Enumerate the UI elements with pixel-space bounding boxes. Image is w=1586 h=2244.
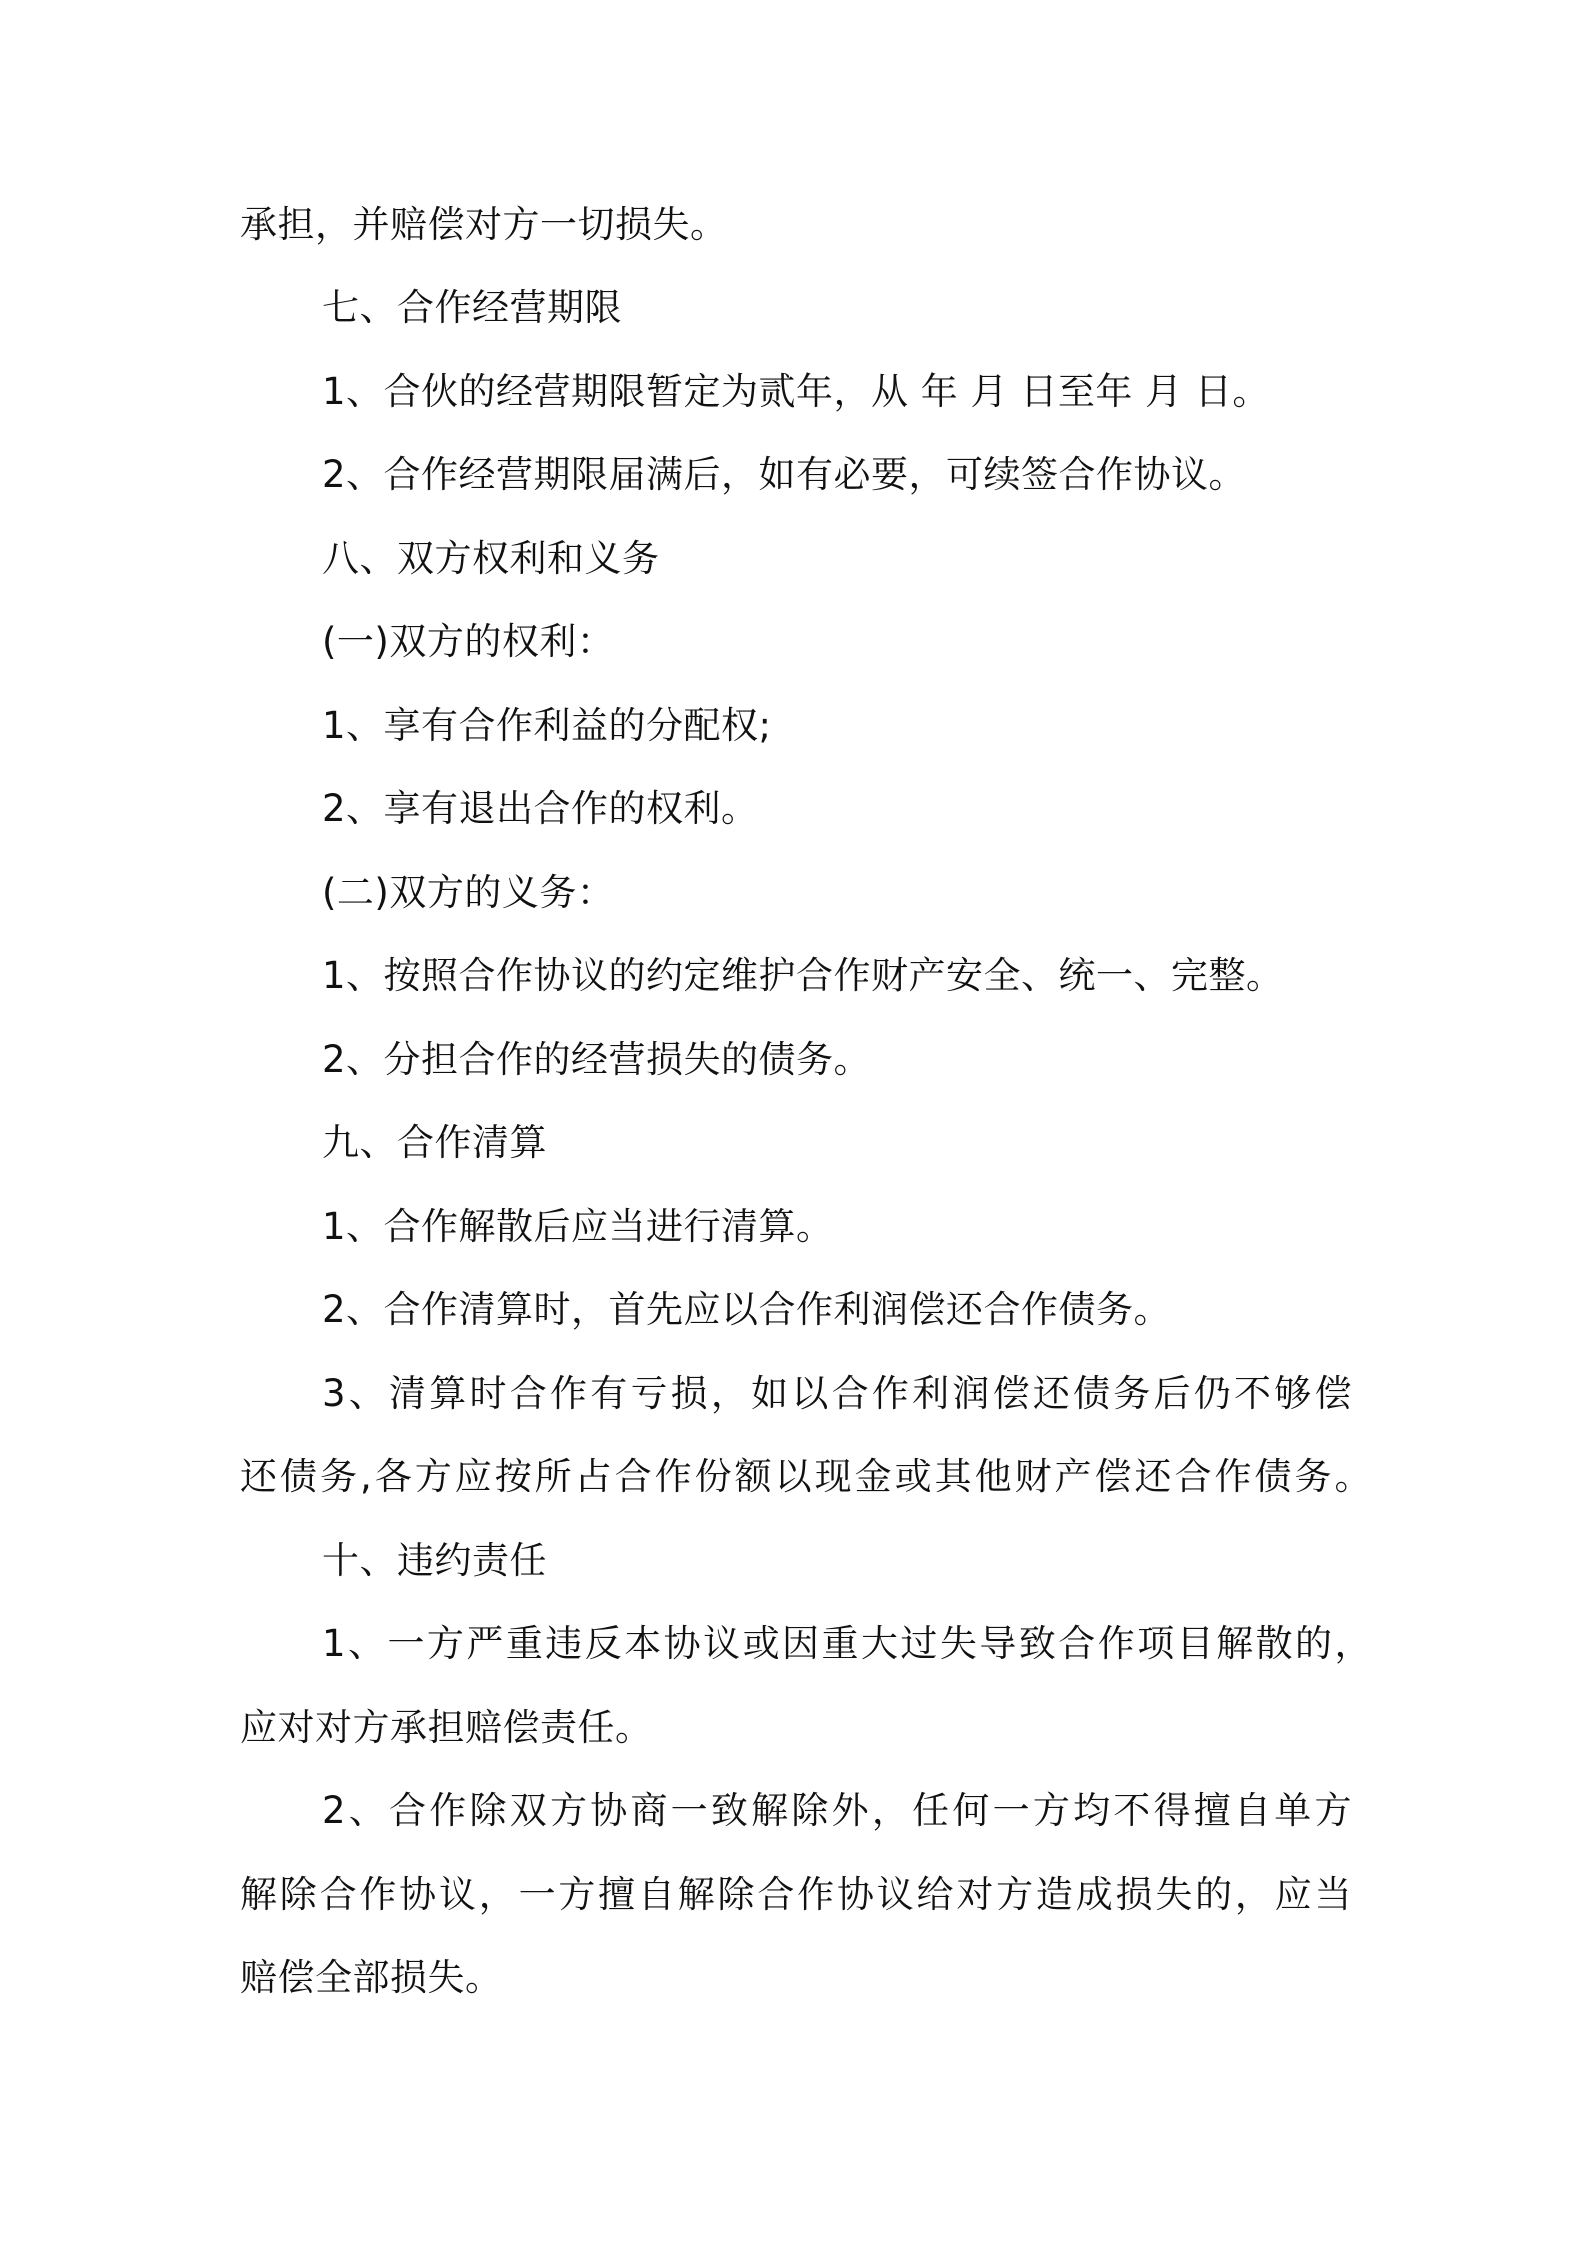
- section-heading: 十、违约责任: [322, 1539, 547, 1582]
- text-line: 2、合作清算时，首先应以合作利润偿还合作债务。: [322, 1288, 1172, 1331]
- section-heading: 八、双方权利和义务: [322, 537, 660, 580]
- text-line: 1、按照合作协议的约定维护合作财产安全、统一、完整。: [322, 954, 1284, 997]
- subsection-heading: (一)双方的权利：: [322, 620, 615, 663]
- text-line: 承担，并赔偿对方一切损失。: [240, 203, 728, 246]
- subsection-heading: (二)双方的义务：: [322, 871, 615, 914]
- text-line: 解除合作协议，一方擅自解除合作协议给对方造成损失的，应当: [240, 1873, 1352, 1916]
- text-line: 应对对方承担赔偿责任。: [240, 1706, 653, 1749]
- text-line: 1、一方严重违反本协议或因重大过失导致合作项目解散的，: [322, 1622, 1372, 1665]
- text-line: 3、清算时合作有亏损，如以合作利润偿还债务后仍不够偿: [322, 1372, 1352, 1415]
- text-line: 赔偿全部损失。: [240, 1956, 503, 1999]
- text-line: 2、享有退出合作的权利。: [322, 787, 759, 830]
- text-line: 还债务,各方应按所占合作份额以现金或其他财产偿还合作债务。: [240, 1455, 1372, 1498]
- text-line: 2、合作除双方协商一致解除外，任何一方均不得擅自单方: [322, 1789, 1352, 1832]
- section-heading: 九、合作清算: [322, 1121, 547, 1164]
- text-line: 2、分担合作的经营损失的债务。: [322, 1038, 872, 1081]
- text-line: 1、合作解散后应当进行清算。: [322, 1205, 834, 1248]
- text-line: 1、享有合作利益的分配权;: [322, 704, 772, 747]
- section-heading: 七、合作经营期限: [322, 286, 622, 329]
- text-line: 1、合伙的经营期限暂定为贰年，从 年 月 日至年 月 日。: [322, 370, 1270, 413]
- text-line: 2、合作经营期限届满后，如有必要，可续签合作协议。: [322, 453, 1247, 496]
